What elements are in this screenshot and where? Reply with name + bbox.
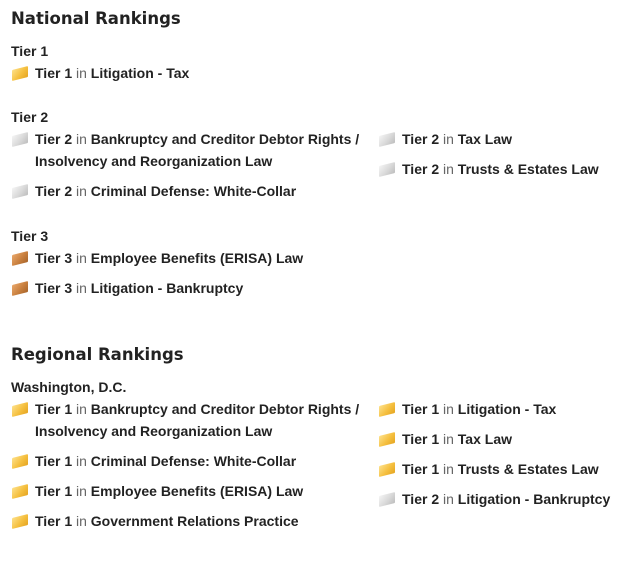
ranking-item[interactable] — [11, 180, 371, 202]
regional-list-left — [11, 398, 371, 540]
tier-label: Tier 1 — [402, 461, 440, 477]
gold-medal-icon — [379, 462, 395, 477]
tier-label: Tier 3 — [35, 250, 73, 266]
ranking-item[interactable] — [11, 247, 371, 269]
ranking-item[interactable] — [378, 158, 633, 180]
tier-label: Tier 2 — [35, 131, 73, 147]
silver-medal-icon — [379, 492, 395, 507]
ranking-item[interactable] — [378, 128, 633, 150]
practice-area: Bankruptcy and Creditor Debtor Rights / — [90, 131, 360, 147]
national-tier2-heading: Tier 2 — [11, 109, 49, 125]
gold-medal-icon — [12, 402, 28, 417]
ranking-item[interactable] — [11, 398, 371, 442]
in-label: in — [76, 453, 87, 469]
tier-label: Tier 2 — [402, 131, 440, 147]
bronze-medal-icon — [12, 281, 28, 296]
tier-label: Tier 2 — [35, 183, 73, 199]
national-rankings-heading: National Rankings — [11, 9, 181, 28]
in-label: in — [76, 513, 87, 529]
tier-label: Tier 1 — [35, 483, 73, 499]
silver-medal-icon — [379, 132, 395, 147]
national-tier3-heading: Tier 3 — [11, 228, 49, 244]
in-label: in — [76, 183, 87, 199]
regional-list-right — [378, 398, 633, 518]
ranking-item[interactable] — [378, 428, 633, 450]
practice-area: Government Relations Practice — [90, 513, 299, 529]
silver-medal-icon — [12, 132, 28, 147]
region-washington-dc-heading: Washington, D.C. — [11, 379, 127, 395]
bronze-medal-icon — [12, 251, 28, 266]
practice-area: Tax Law — [457, 431, 512, 447]
tier-label: Tier 1 — [35, 65, 73, 81]
ranking-item[interactable] — [378, 458, 633, 480]
national-tier2-list-right — [378, 128, 633, 188]
tier-label: Tier 2 — [402, 491, 440, 507]
in-label: in — [76, 250, 87, 266]
practice-area-continued: Insolvency and Reorganization Law — [35, 423, 273, 439]
gold-medal-icon — [12, 454, 28, 469]
ranking-item[interactable] — [11, 62, 371, 84]
gold-medal-icon — [379, 402, 395, 417]
in-label: in — [76, 483, 87, 499]
practice-area: Litigation - Bankruptcy — [90, 280, 244, 296]
silver-medal-icon — [379, 162, 395, 177]
gold-medal-icon — [12, 484, 28, 499]
in-label: in — [443, 131, 454, 147]
tier-label: Tier 1 — [402, 401, 440, 417]
ranking-item[interactable] — [378, 488, 633, 510]
practice-area: Litigation - Bankruptcy — [457, 491, 611, 507]
practice-area: Litigation - Tax — [90, 65, 190, 81]
in-label: in — [443, 161, 454, 177]
practice-area: Criminal Defense: White-Collar — [90, 183, 297, 199]
ranking-item[interactable] — [11, 480, 371, 502]
tier-label: Tier 2 — [402, 161, 440, 177]
practice-area: Tax Law — [457, 131, 512, 147]
in-label: in — [443, 401, 454, 417]
practice-area: Trusts & Estates Law — [457, 461, 599, 477]
national-tier2-list-left — [11, 128, 371, 210]
tier-label: Tier 1 — [35, 513, 73, 529]
tier-label: Tier 1 — [35, 453, 73, 469]
ranking-item[interactable] — [11, 277, 371, 299]
practice-area: Litigation - Tax — [457, 401, 557, 417]
in-label: in — [443, 491, 454, 507]
in-label: in — [443, 431, 454, 447]
ranking-item[interactable] — [11, 510, 371, 532]
in-label: in — [76, 131, 87, 147]
practice-area-continued: Insolvency and Reorganization Law — [35, 153, 273, 169]
practice-area: Trusts & Estates Law — [457, 161, 599, 177]
in-label: in — [76, 401, 87, 417]
gold-medal-icon — [12, 514, 28, 529]
practice-area: Employee Benefits (ERISA) Law — [90, 250, 304, 266]
national-tier1-list — [11, 62, 371, 92]
in-label: in — [76, 65, 87, 81]
ranking-item[interactable] — [378, 398, 633, 420]
practice-area: Bankruptcy and Creditor Debtor Rights / — [90, 401, 360, 417]
in-label: in — [76, 280, 87, 296]
tier-label: Tier 1 — [402, 431, 440, 447]
ranking-item[interactable] — [11, 128, 371, 172]
ranking-item[interactable] — [11, 450, 371, 472]
in-label: in — [443, 461, 454, 477]
national-tier1-heading: Tier 1 — [11, 43, 49, 59]
tier-label: Tier 3 — [35, 280, 73, 296]
gold-medal-icon — [12, 66, 28, 81]
tier-label: Tier 1 — [35, 401, 73, 417]
practice-area: Employee Benefits (ERISA) Law — [90, 483, 304, 499]
regional-rankings-heading: Regional Rankings — [11, 345, 184, 364]
practice-area: Criminal Defense: White-Collar — [90, 453, 297, 469]
silver-medal-icon — [12, 184, 28, 199]
national-tier3-list — [11, 247, 371, 307]
gold-medal-icon — [379, 432, 395, 447]
